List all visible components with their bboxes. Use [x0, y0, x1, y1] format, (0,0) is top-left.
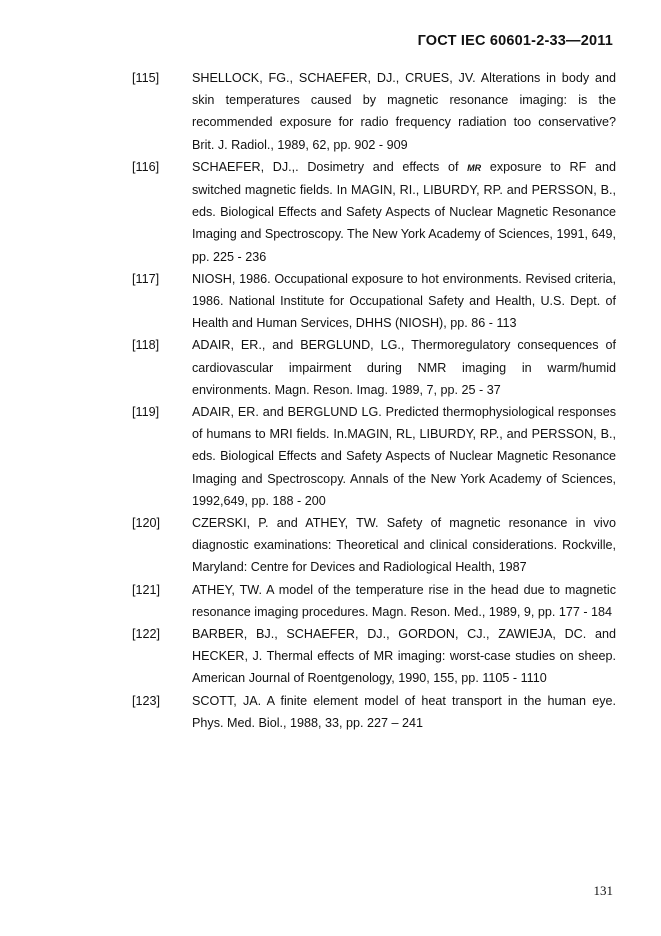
reference-number: [123] [132, 693, 161, 708]
reference-entry-119 [132, 401, 616, 512]
reference-number: [118] [132, 338, 160, 353]
reference-text: NIOSH, 1986. Occupational exposure to hot environments. Revised criteria, 1986. National Institute for Occupational Safety and Health, U.S. Dept. of Health and Human Services, DHHS (NIOSH), pp. 86 - 113 [192, 271, 616, 331]
reference-entry-123 [132, 690, 616, 734]
reference-entry-121 [132, 579, 616, 623]
reference-number: [122] [132, 627, 161, 642]
reference-text: SCOTT, JA. A finite element model of heat transport in the human eye. Phys. Med. Biol., 1988, 33, pp. 227 – 241 [192, 693, 616, 730]
mr-abbreviation: MR [467, 162, 482, 173]
reference-text: ADAIR, ER., and BERGLUND, LG., Thermoregulatory consequences of cardiovascular impairment during NMR imaging in warm/humid environments. Magn. Reson. Imag. 1989, 7, pp. 25 - 37 [192, 338, 616, 397]
reference-number: [119] [132, 405, 160, 420]
reference-number: [117] [132, 271, 160, 286]
reference-entry-118 [132, 334, 616, 401]
reference-number: [115] [132, 71, 160, 85]
reference-number: [120] [132, 516, 161, 531]
reference-text: BARBER, BJ., SCHAEFER, DJ., GORDON, CJ., ZAWIEJA, DC. and HECKER, J. Thermal effects of MR imaging: worst-case studies on sheep. American Journal of Roentgenology, 1990, 155, pp. 1105 - 1110 [192, 627, 616, 686]
document-header: ГОСТ IEC 60601-2-33—2011 [417, 33, 613, 49]
reference-text [192, 156, 616, 268]
reference-text: CZERSKI, P. and ATHEY, TW. Safety of magnetic resonance in vivo diagnostic examinations: Theoretical and clinical considerations. Rockville, Maryland: Centre for Devices and Radiological Health, 1987 [192, 516, 616, 575]
reference-number: [121] [132, 582, 161, 597]
reference-entry-122 [132, 623, 616, 690]
reference-text-part: SCHAEFER, DJ.,. Dosimetry and effects of [192, 159, 468, 174]
reference-entry-120 [132, 512, 616, 579]
reference-text: ADAIR, ER. and BERGLUND LG. Predicted thermophysiological responses of humans to MRI fields. In.MAGIN, RL, LIBURDY, RP., and PERSSON, B., eds. Biological Effects and Safety Aspects of Nuclear Magnetic Resonance Imaging and Spectroscopy. Annals of the New York Academy of Sciences, 1992,649, pp. 188 - 200 [192, 405, 616, 508]
reference-entry-117 [132, 268, 616, 335]
reference-number: [116] [132, 159, 160, 174]
page-number: 131 [593, 883, 613, 898]
reference-list [132, 67, 616, 734]
reference-entry-116 [132, 156, 616, 268]
reference-entry-115 [132, 67, 616, 156]
reference-text: ATHEY, TW. A model of the temperature rise in the head due to magnetic resonance imaging procedures. Magn. Reson. Med., 1989, 9, pp. 177 - 184 [192, 582, 616, 619]
reference-text-part: exposure to RF and switched magnetic fields. In MAGIN, RI., LIBURDY, RP. and PERSSON, B., eds. Biological Effects and Safety Aspects of Nuclear Magnetic Resonance Imaging and Spectroscopy. The New York Academy of Sciences, 1991, 649, pp. 225 - 236 [192, 159, 616, 264]
reference-text: SHELLOCK, FG., SCHAEFER, DJ., CRUES, JV. Alterations in body and skin temperatures caused by magnetic resonance imaging: is the recommended exposure for radio frequency radiation too conservative? Brit. J. Radiol., 1989, 62, pp. 902 - 909 [192, 71, 616, 152]
